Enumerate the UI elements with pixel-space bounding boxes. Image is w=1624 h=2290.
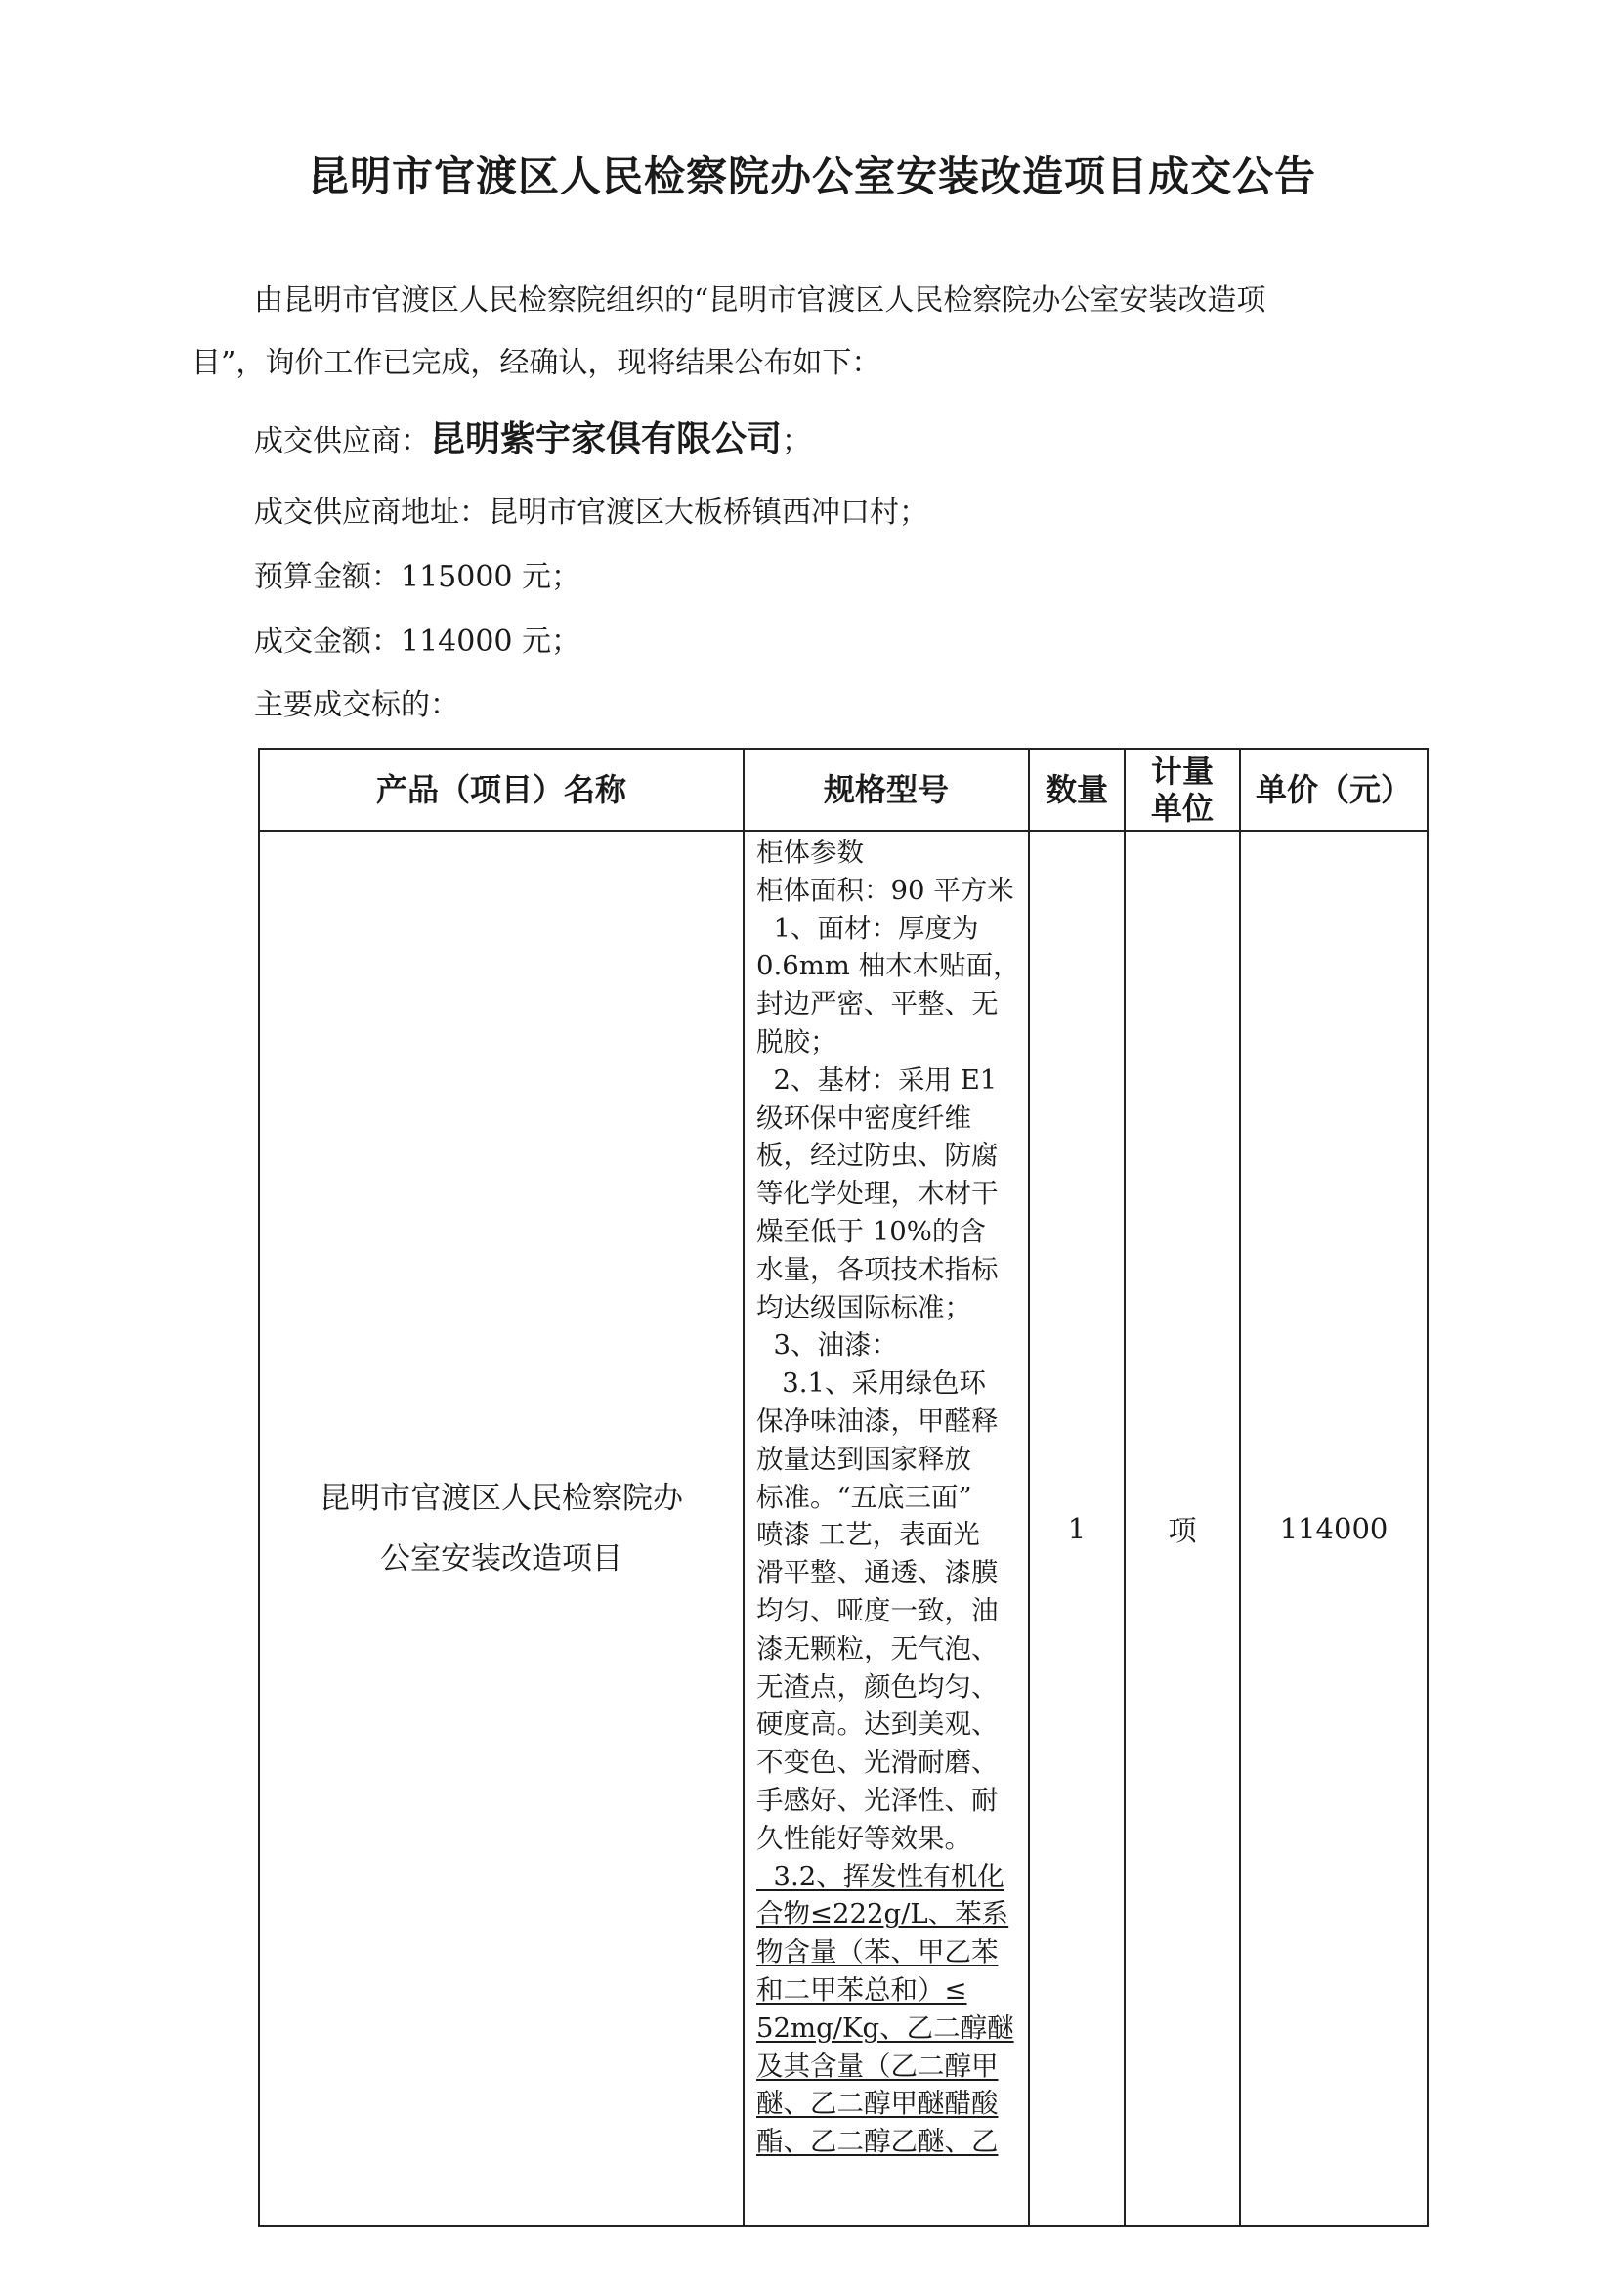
spec-line: 板，经过防虫、防腐: [756, 1140, 999, 1172]
main-subject-label: 主要成交标的：: [254, 688, 459, 722]
cell-name-line-1: 昆明市官渡区人民检察院办: [320, 1481, 683, 1516]
cell-name-line-2: 公室安装改造项目: [380, 1541, 622, 1577]
spec-line: 放量达到国家释放: [756, 1443, 971, 1475]
spec-line: 脱胶；: [756, 1025, 837, 1058]
spec-line: 硬度高。达到美观、: [756, 1708, 999, 1741]
header-unit-line-1: 计量: [1150, 753, 1214, 790]
spec-line: 0.6mm 柚木木贴面，: [756, 950, 1020, 982]
spec-line: 级环保中密度纤维: [756, 1102, 971, 1134]
spec-line: 及其含量（乙二醇甲: [756, 2050, 999, 2082]
header-price: 单价（元）: [1240, 749, 1428, 831]
supplier-label: 成交供应商：: [254, 424, 430, 458]
items-table: [258, 748, 1429, 2227]
spec-line: 保净味油漆，甲醛释: [756, 1404, 999, 1437]
spec-line: 手感好、光泽性、耐: [756, 1784, 999, 1816]
budget-amount: 预算金额：115000 元；: [254, 560, 581, 594]
cell-name: [259, 831, 744, 2226]
spec-line: 3.2、挥发性有机化: [756, 1860, 1004, 1892]
spec-line: 无渣点，颜色均匀、: [756, 1670, 999, 1703]
spec-line: 漆无颗粒，无气泡、: [756, 1632, 999, 1664]
supplier-line: [254, 420, 811, 461]
cell-price: 114000: [1240, 831, 1428, 2226]
header-qty: 数量: [1029, 749, 1125, 831]
spec-line: 燥至低于 10%的含: [756, 1215, 986, 1247]
spec-line: 等化学处理，木材干: [756, 1178, 999, 1210]
spec-line: 物含量（苯、甲乙苯: [756, 1936, 999, 1968]
spec-line: 3.1、采用绿色环: [756, 1367, 986, 1400]
spec-line: 1、面材：厚度为: [756, 912, 979, 944]
header-unit-line-2: 单位: [1150, 790, 1214, 827]
cell-qty: 1: [1029, 831, 1125, 2226]
supplier-suffix: ；: [782, 424, 812, 458]
spec-line: 不变色、光滑耐磨、: [756, 1747, 999, 1779]
spec-line: 水量，各项技术指标: [756, 1253, 999, 1285]
intro-line-2: 目”，询价工作已完成，经确认，现将结果公布如下：: [192, 346, 881, 380]
intro-paragraph: [192, 270, 1462, 395]
header-unit: [1125, 749, 1240, 831]
spec-line: 封边严密、平整、无: [756, 988, 999, 1020]
cell-unit: 项: [1125, 831, 1240, 2226]
spec-line: 喷漆 工艺，表面光: [756, 1519, 980, 1551]
intro-line-1: 由昆明市官渡区人民检察院组织的“昆明市官渡区人民检察院办公室安装改造项: [254, 283, 1266, 318]
spec-line: 醚、乙二醇甲醚醋酸: [756, 2088, 999, 2120]
table-row: [259, 831, 1428, 2226]
cell-spec: [744, 831, 1029, 2226]
deal-amount: 成交金额：114000 元；: [254, 625, 581, 659]
header-name: 产品（项目）名称: [259, 749, 744, 831]
spec-line: 合物≤222g/L、苯系: [756, 1898, 1009, 1930]
header-spec: 规格型号: [744, 749, 1029, 831]
spec-line: 久性能好等效果。: [756, 1822, 971, 1854]
spec-line: 滑平整、通透、漆膜: [756, 1557, 999, 1589]
spec-line: 3、油漆：: [756, 1329, 898, 1361]
spec-line: 酯、乙二醇乙醚、乙: [756, 2126, 999, 2158]
spec-line: 2、基材：采用 E1: [756, 1063, 998, 1096]
supplier-name: 昆明紫宇家俱有限公司: [430, 419, 783, 459]
table-header-row: [259, 749, 1428, 831]
spec-line: 和二甲苯总和）≤: [756, 1973, 967, 2006]
page-title: 昆明市官渡区人民检察院办公室安装改造项目成交公告: [307, 152, 1316, 200]
spec-line: 均达级国际标准；: [756, 1291, 971, 1323]
spec-line: 柜体参数: [756, 837, 864, 868]
spec-line: 均匀、哑度一致，油: [756, 1594, 999, 1626]
spec-line: 52mg/Kg、乙二醇醚: [756, 2011, 1014, 2044]
spec-line: 标准。“五底三面”: [756, 1481, 972, 1513]
spec-line: 柜体面积：90 平方米: [756, 874, 1014, 906]
supplier-address: 成交供应商地址：昆明市官渡区大板桥镇西冲口村；: [254, 496, 928, 530]
